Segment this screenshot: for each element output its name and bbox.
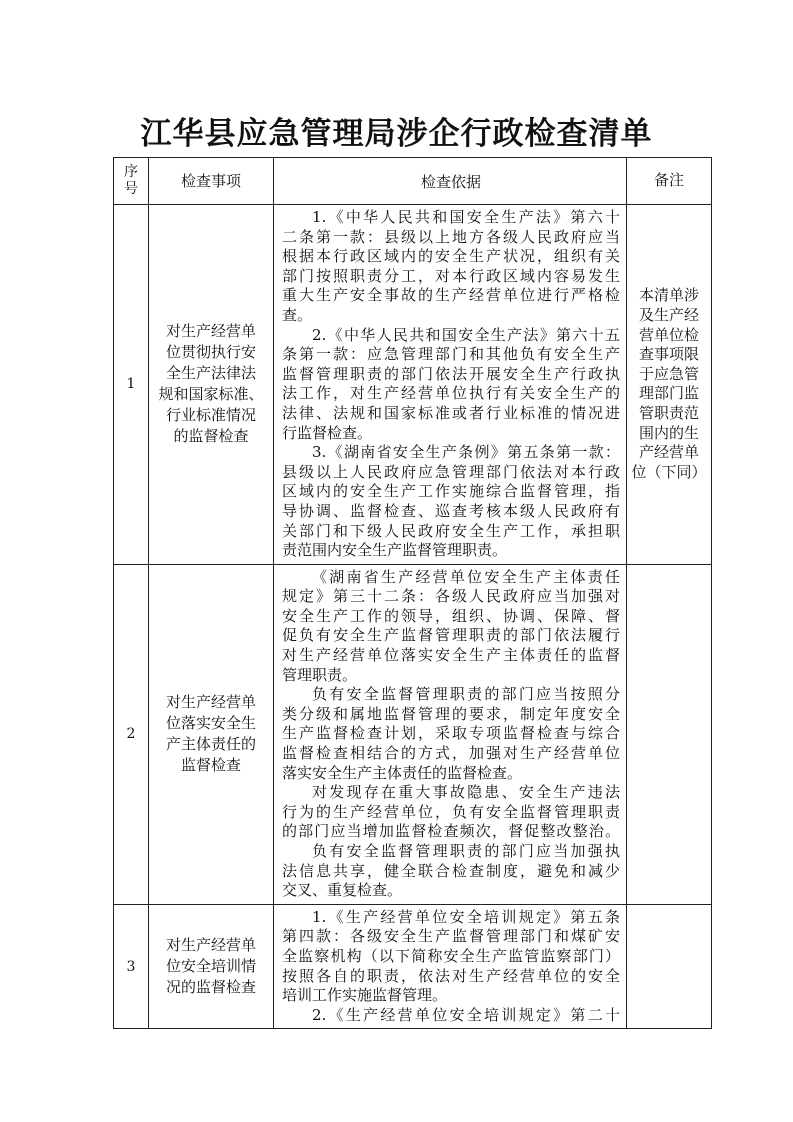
basis-line: 负有安全监督管理职责的部门应当加强执: [312, 842, 620, 860]
basis-line: 2.《生产经营单位安全培训规定》第二十: [312, 1005, 620, 1024]
header-basis: 检查依据: [274, 158, 627, 205]
basis-line: 《湖南省生产经营单位安全生产主体责任: [312, 567, 620, 586]
basis-line: 1.《中华人民共和国安全生产法》第六十: [312, 208, 620, 226]
basis-line: 重大生产安全事故的生产经营单位进行严格检: [282, 286, 620, 305]
row-item: [149, 904, 274, 1029]
note-line: 本清单涉: [638, 286, 699, 305]
basis-line: 的部门应当增加监督检查频次，督促整改整治。: [282, 822, 620, 841]
basis-line: 查。: [282, 305, 313, 324]
table-row: [114, 904, 712, 1029]
basis-line: 区域内的安全生产工作实施综合监督管理，指: [282, 482, 620, 501]
basis-line: 行为的生产经营单位，负有安全监督管理职责: [282, 802, 620, 821]
note-line: 位（下同）: [631, 462, 707, 481]
item-line: 行业标准情况: [165, 406, 256, 425]
note-line: 管职责范: [638, 403, 699, 422]
basis-line: 导协调、监督检查、巡查考核本级人民政府有: [282, 501, 620, 520]
header-seq: [114, 158, 149, 205]
basis-line: 二条第一款：县级以上地方各级人民政府应当: [282, 227, 620, 246]
basis-line: 1.《生产经营单位安全培训规定》第五条: [312, 907, 620, 926]
row-seq: 2: [114, 564, 149, 904]
basis-line: 责范围内安全生产监督管理职责。: [282, 541, 508, 560]
row-item: [149, 205, 274, 565]
basis-line: 类分级和属地监督管理的要求，制定年度安全: [282, 704, 620, 723]
basis-line: 交叉、重复检查。: [282, 881, 403, 900]
basis-line: 安全生产工作的领导，组织、协调、保障、督: [282, 606, 620, 625]
row-seq: 1: [114, 205, 149, 565]
item-line: 况的监督检查: [165, 978, 256, 997]
basis-line: 对发现存在重大事故隐患、安全生产违法: [312, 783, 620, 802]
item-line: 的监督检查: [173, 427, 249, 446]
basis-line: 落实安全生产主体责任的监督检查。: [282, 763, 523, 782]
table-header-row: [114, 158, 712, 205]
note-line: 营单位检: [638, 325, 699, 344]
note-line: 理部门监: [638, 384, 699, 403]
basis-line: 根据本行政区域内的安全生产状况，组织有关: [282, 247, 620, 266]
basis-line: 生产监督检查计划，采取专项监督检查与综合: [282, 724, 620, 743]
item-line: 位贯彻执行安: [165, 343, 256, 362]
basis-line: 负有安全监督管理职责的部门应当按照分: [312, 685, 620, 704]
note-line: 围内的生: [638, 423, 699, 442]
item-line: 对生产经营单: [165, 936, 256, 955]
basis-line: 监督管理职责的部门依法开展安全生产行政执: [282, 364, 620, 383]
item-line: 位安全培训情: [165, 957, 256, 976]
basis-line: 监督检查相结合的方式，加强对生产经营单位: [282, 744, 620, 763]
basis-line: 部门按照职责分工，对本行政区域内容易发生: [282, 266, 620, 285]
basis-line: 管理职责。: [282, 665, 358, 684]
note-line: 查事项限: [638, 345, 699, 364]
basis-line: 培训工作实施监督管理。: [282, 986, 448, 1005]
basis-line: 法工作，对生产经营单位执行有关安全生产的: [282, 384, 620, 403]
item-line: 对生产经营单: [165, 693, 256, 712]
row-note: [627, 564, 712, 904]
inspection-table: [113, 157, 712, 1029]
item-line: 监督检查: [180, 756, 241, 775]
header-seq-line: 序: [124, 164, 138, 180]
item-line: 对生产经营单: [165, 322, 256, 341]
basis-line: 对生产经营单位落实安全生产主体责任的监督: [282, 646, 620, 665]
item-line: 规和国家标准、: [158, 385, 264, 404]
basis-line: 条第一款：应急管理部门和其他负有安全生产: [282, 345, 620, 364]
table-row: [114, 205, 712, 565]
basis-line: 全监察机构（以下简称安全生产监管监察部门）: [282, 946, 620, 965]
row-basis: [274, 904, 627, 1029]
note-line: 于应急管: [638, 364, 699, 383]
basis-line: 第四款：各级安全生产监督管理部门和煤矿安: [282, 927, 620, 946]
row-basis: [274, 205, 627, 565]
basis-line: 促负有安全生产监督管理职责的部门依法履行: [282, 626, 620, 645]
basis-line: 法信息共享，健全联合检查制度，避免和减少: [282, 861, 620, 880]
basis-line: 规定》第三十二条：各级人民政府应当加强对: [282, 587, 620, 606]
item-line: 产主体责任的: [165, 735, 256, 754]
basis-line: 行监督检查。: [282, 423, 373, 442]
basis-line: 县级以上人民政府应急管理部门依法对本行政: [282, 462, 620, 481]
note-line: 及生产经: [638, 305, 699, 324]
item-line: 全生产法律法: [165, 364, 256, 383]
page-title: 江华县应急管理局涉企行政检查清单: [140, 116, 653, 152]
item-line: 位落实安全生: [165, 714, 256, 733]
table-row: [114, 564, 712, 904]
basis-line: 关部门和下级人民政府安全生产工作，承担职: [282, 521, 620, 540]
row-item: [149, 564, 274, 904]
basis-line: 按照各自的职责，依法对生产经营单位的安全: [282, 966, 620, 985]
header-seq-line: 号: [124, 181, 138, 197]
row-note: [627, 904, 712, 1029]
header-item: 检查事项: [149, 158, 274, 205]
row-note: [627, 205, 712, 565]
basis-line: 3.《湖南省安全生产条例》第五条第一款：: [312, 443, 620, 462]
header-note: 备注: [627, 158, 712, 205]
note-line: 产经营单: [638, 443, 699, 462]
row-seq: 3: [114, 904, 149, 1029]
row-basis: [274, 564, 627, 904]
basis-line: 法律、法规和国家标准或者行业标准的情况进: [282, 403, 620, 422]
basis-line: 2.《中华人民共和国安全生产法》第六十五: [312, 325, 620, 344]
